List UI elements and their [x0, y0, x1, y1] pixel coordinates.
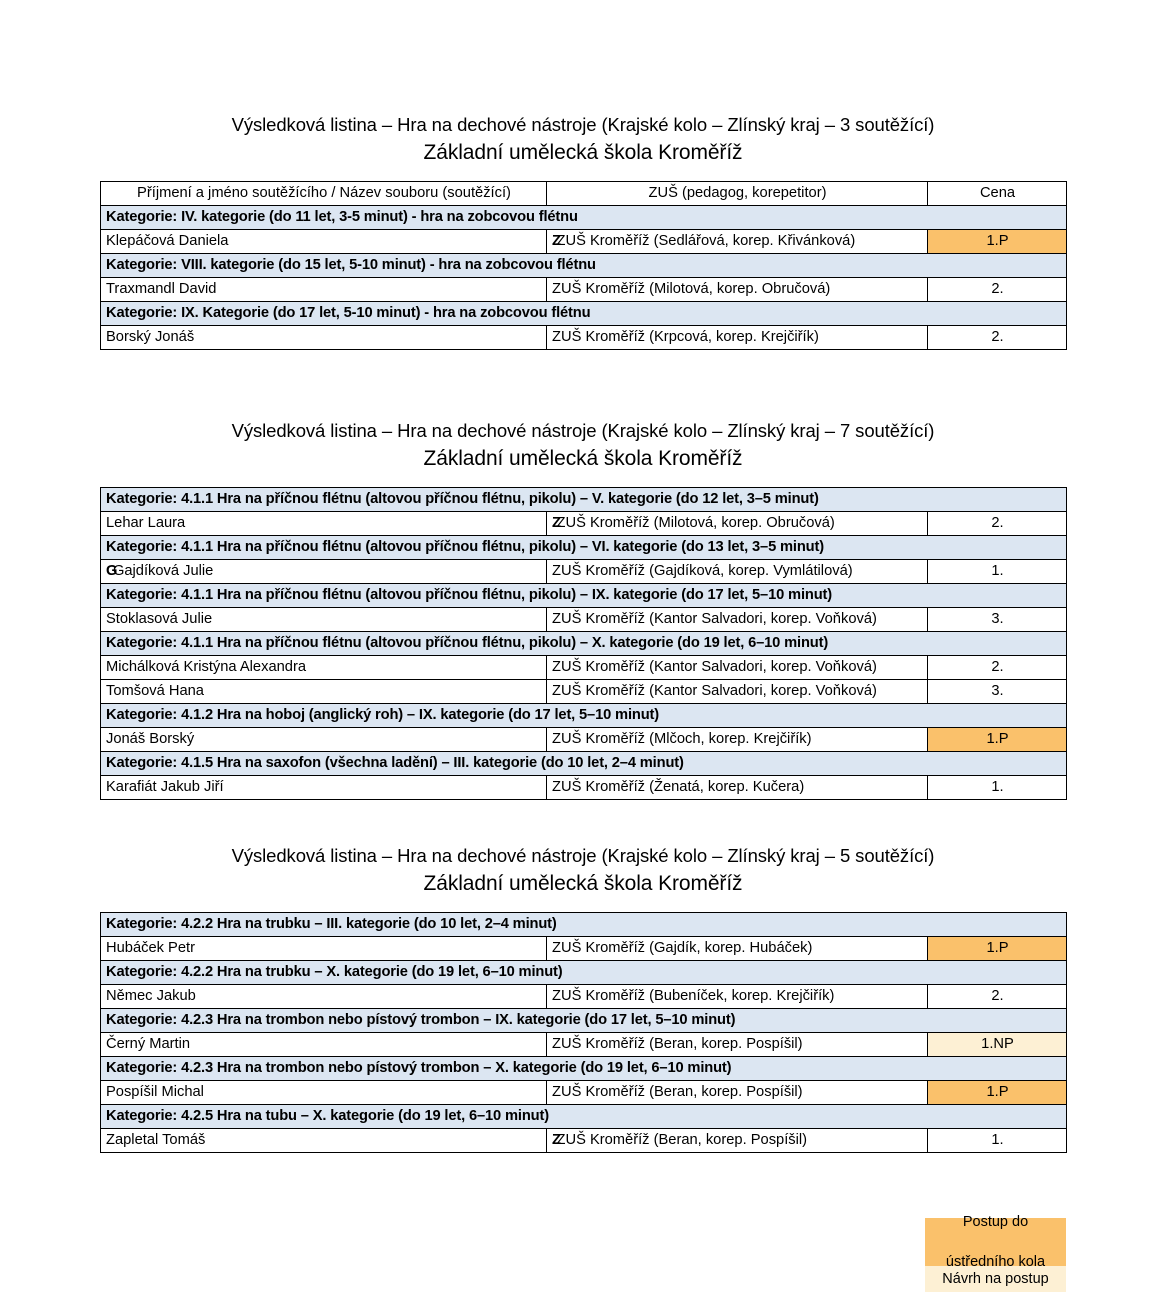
category-row [101, 1105, 1067, 1129]
school-teacher [547, 1129, 928, 1153]
school-teacher [547, 512, 928, 536]
competitor-name-text: Gajdíková Julie [112, 563, 214, 579]
category-label: Kategorie: 4.2.3 Hra na trombon nebo pístový trombon – X. kategorie (do 19 let, 6–10 minut) [101, 1057, 1067, 1081]
competitor-name: Borský Jonáš [101, 326, 547, 350]
table-row [101, 728, 1067, 752]
school-teacher: ZUŠ Kroměříž (Beran, korep. Pospíšil) [547, 1081, 928, 1105]
table-row [101, 1081, 1067, 1105]
award-badge: 2. [928, 656, 1067, 680]
competitor-name: Klepáčová Daniela [101, 230, 547, 254]
scan-artifact-glyph: Z [552, 1132, 556, 1148]
category-label: Kategorie: 4.1.1 Hra na příčnou flétnu (altovou příčnou flétnu, pikolu) – X. kategorie (do 19 let, 6–10 minut) [101, 632, 1067, 656]
award-badge: 1.P [928, 728, 1067, 752]
results-section-3 [100, 843, 1066, 1153]
school-teacher: ZUŠ Kroměříž (Kantor Salvadori, korep. Voňková) [547, 680, 928, 704]
category-label: Kategorie: 4.2.3 Hra na trombon nebo pístový trombon – IX. kategorie (do 17 let, 5–10 minut) [101, 1009, 1067, 1033]
table-row [101, 776, 1067, 800]
competitor-name: Zapletal Tomáš [101, 1129, 547, 1153]
category-label: Kategorie: 4.1.1 Hra na příčnou flétnu (altovou příčnou flétnu, pikolu) – IX. kategorie (do 17 let, 5–10 minut) [101, 584, 1067, 608]
category-row [101, 206, 1067, 230]
award-badge: 1. [928, 560, 1067, 584]
legend [925, 1214, 1066, 1292]
category-row [101, 488, 1067, 512]
competitor-name: Černý Martin [101, 1033, 547, 1057]
school-teacher-text: ZUŠ Kroměříž (Milotová, korep. Obručová) [556, 515, 835, 531]
school-teacher: ZUŠ Kroměříž (Gajdík, korep. Hubáček) [547, 937, 928, 961]
school-teacher: ZUŠ Kroměříž (Mlčoch, korep. Krejčiřík) [547, 728, 928, 752]
competitor-name: Traxmandl David [101, 278, 547, 302]
category-label: Kategorie: IV. kategorie (do 11 let, 3-5 minut) - hra na zobcovou flétnu [101, 206, 1067, 230]
school-teacher-text: ZUŠ Kroměříž (Sedlářová, korep. Křivánková) [556, 233, 856, 249]
school-teacher: ZUŠ Kroměříž (Beran, korep. Pospíšil) [547, 1033, 928, 1057]
section-title-school: Základní umělecká škola Kroměříž [423, 447, 743, 470]
competitor-name: Němec Jakub [101, 985, 547, 1009]
category-row [101, 913, 1067, 937]
competitor-name: Michálková Kristýna Alexandra [101, 656, 547, 680]
award-badge: 1. [928, 1129, 1067, 1153]
award-badge: 2. [928, 326, 1067, 350]
competitor-name: Lehar Laura [101, 512, 547, 536]
section-title-school: Základní umělecká škola Kroměříž [423, 141, 743, 164]
category-row [101, 254, 1067, 278]
results-section-1 [100, 112, 1066, 350]
competitor-name: Tomšová Hana [101, 680, 547, 704]
award-badge: 3. [928, 608, 1067, 632]
section-titles [100, 112, 1066, 167]
school-teacher: ZUŠ Kroměříž (Bubeníček, korep. Krejčiřík) [547, 985, 928, 1009]
award-badge: 2. [928, 985, 1067, 1009]
section-titles [100, 843, 1066, 898]
scan-artifact-glyph: G [106, 563, 112, 579]
table-row [101, 656, 1067, 680]
table-header-row [101, 182, 1067, 206]
table-row [101, 278, 1067, 302]
category-row [101, 1009, 1067, 1033]
table-row [101, 1129, 1067, 1153]
category-label: Kategorie: 4.1.1 Hra na příčnou flétnu (altovou příčnou flétnu, pikolu) – VI. kategorie (do 13 let, 3–5 minut) [101, 536, 1067, 560]
legend-advance-line-2: ústředního kola [945, 1254, 1046, 1270]
school-teacher: ZUŠ Kroměříž (Gajdíková, korep. Vymlátilová) [547, 560, 928, 584]
category-row [101, 961, 1067, 985]
category-row [101, 752, 1067, 776]
school-teacher: ZUŠ Kroměříž (Kantor Salvadori, korep. Voňková) [547, 608, 928, 632]
table-row [101, 512, 1067, 536]
table-row [101, 1033, 1067, 1057]
column-header-award: Cena [928, 182, 1067, 206]
table-row [101, 680, 1067, 704]
column-header-school: ZUŠ (pedagog, korepetitor) [547, 182, 928, 206]
category-label: Kategorie: 4.1.2 Hra na hoboj (anglický roh) – IX. kategorie (do 17 let, 5–10 minut) [101, 704, 1067, 728]
award-badge: 1. [928, 776, 1067, 800]
award-badge: 1.P [928, 937, 1067, 961]
school-teacher: ZUŠ Kroměříž (Krpcová, korep. Krejčiřík) [547, 326, 928, 350]
section-title-school: Základní umělecká škola Kroměříž [423, 872, 743, 895]
section-title-primary: Výsledková listina – Hra na dechové nástroje (Krajské kolo – Zlínský kraj – 5 soutěžící) [231, 845, 935, 866]
category-row [101, 584, 1067, 608]
section-title-primary: Výsledková listina – Hra na dechové nástroje (Krajské kolo – Zlínský kraj – 7 soutěžící) [231, 420, 935, 441]
category-label: Kategorie: IX. Kategorie (do 17 let, 5-10 minut) - hra na zobcovou flétnu [101, 302, 1067, 326]
legend-proposal-swatch [925, 1266, 1066, 1292]
results-table [100, 487, 1067, 800]
school-teacher: ZUŠ Kroměříž (Ženatá, korep. Kučera) [547, 776, 928, 800]
category-label: Kategorie: 4.2.2 Hra na trubku – X. kategorie (do 19 let, 6–10 minut) [101, 961, 1067, 985]
table-row [101, 937, 1067, 961]
results-table [100, 912, 1067, 1153]
award-badge: 1.P [928, 230, 1067, 254]
competitor-name: Hubáček Petr [101, 937, 547, 961]
scan-artifact-glyph: Z [552, 515, 556, 531]
category-label: Kategorie: 4.1.5 Hra na saxofon (všechna ladění) – III. kategorie (do 10 let, 2–4 minut) [101, 752, 1067, 776]
school-teacher [547, 230, 928, 254]
legend-advance-swatch [925, 1214, 1066, 1270]
section-titles [100, 418, 1066, 473]
table-row [101, 560, 1067, 584]
category-label: Kategorie: 4.2.5 Hra na tubu – X. kategorie (do 19 let, 6–10 minut) [101, 1105, 1067, 1129]
award-badge: 2. [928, 512, 1067, 536]
table-row [101, 608, 1067, 632]
competitor-name: Jonáš Borský [101, 728, 547, 752]
scan-artifact-glyph: Z [552, 233, 556, 249]
competitor-name: Stoklasová Julie [101, 608, 547, 632]
school-teacher: ZUŠ Kroměříž (Milotová, korep. Obručová) [547, 278, 928, 302]
award-badge: 1.P [928, 1081, 1067, 1105]
award-badge: 2. [928, 278, 1067, 302]
section-title-primary: Výsledková listina – Hra na dechové nástroje (Krajské kolo – Zlínský kraj – 3 soutěžící) [231, 114, 935, 135]
category-row [101, 704, 1067, 728]
competitor-name [101, 560, 547, 584]
category-label: Kategorie: VIII. kategorie (do 15 let, 5-10 minut) - hra na zobcovou flétnu [101, 254, 1067, 278]
table-row [101, 985, 1067, 1009]
category-label: Kategorie: 4.2.2 Hra na trubku – III. kategorie (do 10 let, 2–4 minut) [101, 913, 1067, 937]
category-row [101, 302, 1067, 326]
competitor-name: Karafiát Jakub Jiří [101, 776, 547, 800]
results-table [100, 181, 1067, 350]
table-row [101, 230, 1067, 254]
table-row [101, 326, 1067, 350]
competitor-name: Pospíšil Michal [101, 1081, 547, 1105]
award-badge: 3. [928, 680, 1067, 704]
legend-advance-line-1: Postup do [962, 1214, 1029, 1230]
school-teacher-text: ZUŠ Kroměříž (Beran, korep. Pospíšil) [556, 1132, 808, 1148]
legend-proposal-label: Návrh na postup [942, 1271, 1049, 1287]
category-row [101, 632, 1067, 656]
category-label: Kategorie: 4.1.1 Hra na příčnou flétnu (altovou příčnou flétnu, pikolu) – V. kategorie (do 12 let, 3–5 minut) [101, 488, 1067, 512]
results-section-2 [100, 418, 1066, 800]
category-row [101, 1057, 1067, 1081]
category-row [101, 536, 1067, 560]
column-header-name: Příjmení a jméno soutěžícího / Název souboru (soutěžící) [101, 182, 547, 206]
award-badge: 1.NP [928, 1033, 1067, 1057]
school-teacher: ZUŠ Kroměříž (Kantor Salvadori, korep. Voňková) [547, 656, 928, 680]
